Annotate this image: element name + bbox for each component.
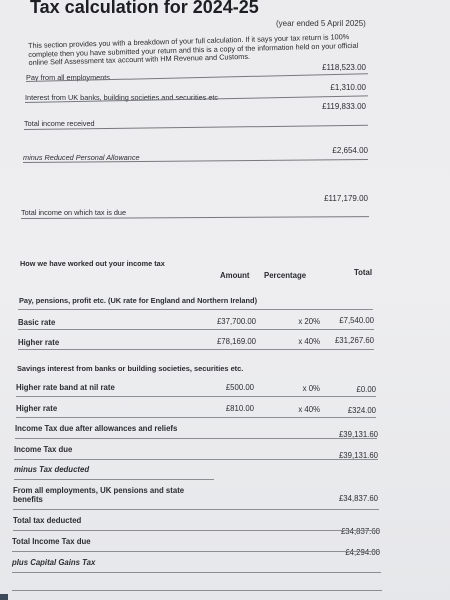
divider (18, 309, 373, 310)
reduced-allowance-amount: £2,654.00 (332, 146, 368, 155)
divider (18, 349, 374, 350)
minus-tax-deducted-label: minus Tax deducted (14, 465, 90, 474)
income-tax-due-label: Income Tax due (14, 445, 73, 454)
nil-rate-band-label: Higher rate band at nil rate (16, 383, 115, 392)
total-income-tax-due-label: Total Income Tax due (12, 537, 91, 546)
divider (13, 509, 379, 510)
higher-rate-savings-amount: £810.00 (225, 404, 254, 413)
reduced-allowance-label: minus Reduced Personal Allowance (23, 153, 140, 162)
higher-rate-savings-label: Higher rate (16, 404, 58, 413)
plus-capital-gains-label: plus Capital Gains Tax (12, 558, 96, 567)
total-column-header: Total (353, 268, 372, 277)
total-tax-deducted-total: £34,837.60 (340, 527, 380, 536)
income-tax-due-total: £39,131.60 (338, 451, 378, 460)
divider (16, 417, 376, 418)
uk-interest-label: Interest from UK banks, building societies and securities etc (25, 93, 219, 102)
divider (13, 530, 380, 531)
tax-year-period: (year ended 5 April 2025) (276, 19, 366, 28)
nil-rate-band-percentage: x 0% (302, 384, 320, 393)
page-title: Tax calculation for 2024-25 (30, 0, 259, 17)
taxable-income-label: Total income on which tax is due (21, 208, 127, 217)
uk-interest-amount: £1,310.00 (330, 83, 366, 92)
photo-edge (0, 594, 8, 600)
higher-rate-pay-label: Higher rate (18, 338, 60, 347)
divider (12, 590, 382, 591)
higher-rate-pay-total: £31,267.60 (334, 336, 374, 345)
total-tax-deducted-label: Total tax deducted (13, 516, 82, 525)
basic-rate-amount: £37,700.00 (216, 317, 256, 326)
divider (18, 329, 374, 330)
divider (16, 396, 376, 397)
total-income-received-label: Total income received (24, 119, 95, 128)
pay-all-employments-amount: £118,523.00 (322, 63, 366, 72)
nil-rate-band-amount: £500.00 (225, 383, 254, 392)
divider (14, 479, 214, 480)
higher-rate-savings-total: £324.00 (347, 406, 376, 415)
divider (14, 459, 378, 460)
breakdown-heading: How we have worked out your income tax (20, 259, 165, 268)
pay-section-heading: Pay, pensions, profit etc. (UK rate for England and Northern Ireland) (19, 296, 258, 305)
amount-column-header: Amount (220, 271, 250, 280)
employments-deducted-total: £34,837.60 (338, 494, 378, 503)
employments-deducted-label: From all employments, UK pensions and state benefits (13, 486, 185, 504)
savings-section-heading: Savings interest from banks or building societies, securities etc. (17, 364, 244, 373)
tax-after-reliefs-label: Income Tax due after allowances and reliefs (15, 424, 178, 433)
taxable-income-amount: £117,179.00 (324, 194, 368, 203)
intro-paragraph: This section provides you with a breakdown of your full calculation. If it says your tax return is 100% complete then you have submitted your return and this is a copy of the information held on your official online Self Assessment tax account with HM Revenue and Customs. (27, 32, 359, 67)
nil-rate-band-total: £0.00 (356, 385, 376, 394)
higher-rate-pay-amount: £78,169.00 (216, 337, 256, 346)
basic-rate-label: Basic rate (18, 318, 56, 327)
total-income-tax-due-total: £4,294.00 (345, 548, 380, 557)
percentage-column-header: Percentage (264, 271, 307, 280)
higher-rate-pay-percentage: x 40% (298, 337, 320, 346)
basic-rate-total: £7,540.00 (339, 316, 374, 325)
divider (12, 572, 381, 573)
tax-after-reliefs-total: £39,131.60 (338, 430, 378, 439)
divider (15, 438, 377, 439)
total-income-received-amount: £119,833.00 (322, 102, 366, 111)
basic-rate-percentage: x 20% (298, 317, 320, 326)
divider (12, 551, 380, 552)
pay-all-employments-label: Pay from all employments (26, 73, 110, 82)
higher-rate-savings-percentage: x 40% (298, 405, 320, 414)
